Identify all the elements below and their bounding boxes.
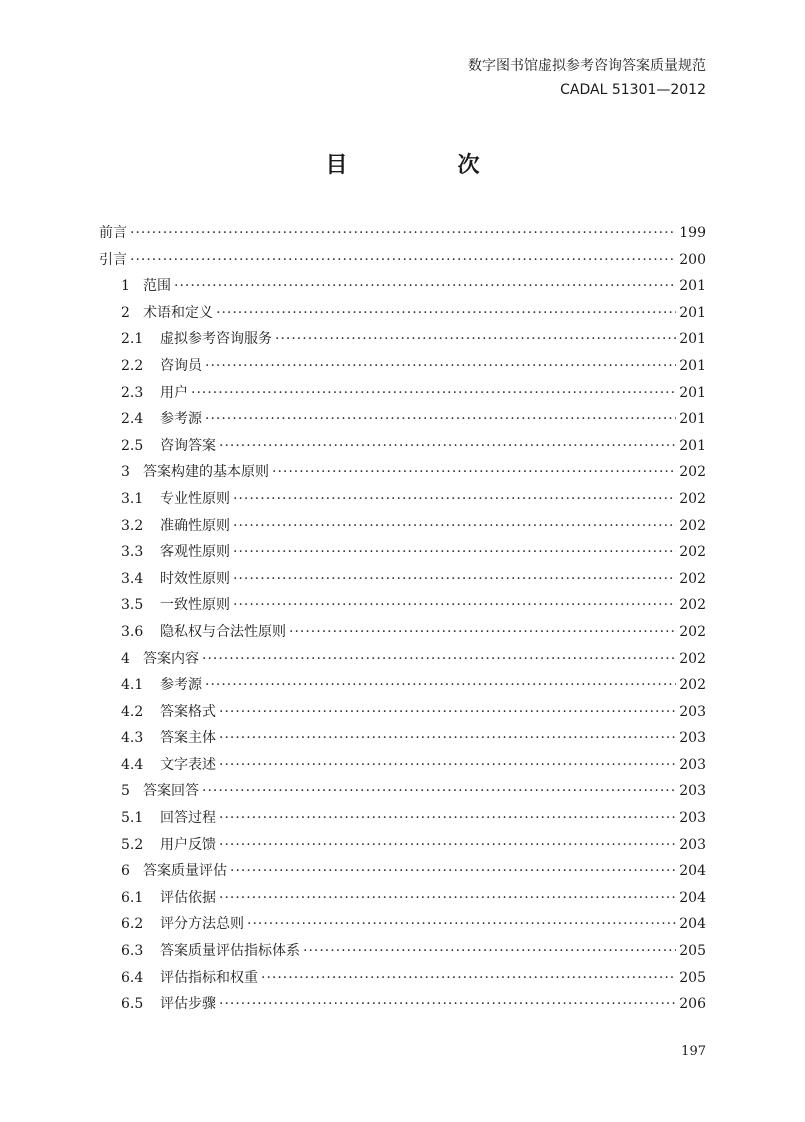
toc-entry-number: 5.2 <box>121 836 144 853</box>
toc-entry-page: 204 <box>679 863 706 880</box>
toc-entry-number: 2.1 <box>121 331 144 348</box>
toc-entry-number: 6.2 <box>121 916 144 933</box>
toc-entry-number: 2.5 <box>121 437 144 454</box>
toc-entry-page: 202 <box>679 570 706 587</box>
toc-leader-dots <box>233 539 676 566</box>
toc-leader-dots <box>130 220 676 247</box>
toc-entry-label: 参考源 <box>160 411 202 428</box>
toc-entry[interactable] <box>99 911 706 938</box>
document-code: CADAL 51301—2012 <box>560 82 706 98</box>
toc-leader-dots <box>233 513 676 540</box>
toc-entry-number: 6.1 <box>121 889 144 906</box>
toc-entry-label: 前言 <box>99 225 127 241</box>
toc-entry[interactable] <box>99 353 706 380</box>
toc-leader-dots <box>219 433 676 460</box>
toc-leader-dots <box>219 991 676 1018</box>
toc-entry[interactable] <box>99 991 706 1018</box>
toc-entry-page: 202 <box>679 517 706 534</box>
toc-leader-dots <box>216 300 676 327</box>
toc-leader-dots <box>219 752 676 779</box>
toc-entry-label: 文字表述 <box>160 756 216 773</box>
toc-entry-label: 回答过程 <box>160 810 216 827</box>
toc-entry[interactable] <box>99 486 706 513</box>
toc-entry-page: 203 <box>679 730 706 747</box>
toc-entry[interactable] <box>99 406 706 433</box>
toc-entry-number: 6.5 <box>121 996 144 1013</box>
toc-entry[interactable] <box>99 247 706 274</box>
toc-entry-number: 3 <box>121 464 130 481</box>
toc-entry[interactable] <box>99 699 706 726</box>
toc-entry-number: 3.6 <box>121 623 144 640</box>
toc-entry-number: 6.3 <box>121 943 144 960</box>
toc-entry[interactable] <box>99 459 706 486</box>
toc-entry[interactable] <box>99 513 706 540</box>
toc-leader-dots <box>289 619 676 646</box>
page-title: 目 次 <box>325 153 524 178</box>
toc-entry-page: 201 <box>679 411 706 428</box>
toc-entry-page: 201 <box>679 437 706 454</box>
toc-entry-label: 评分方法总则 <box>160 916 244 933</box>
toc-entry-label: 答案质量评估指标体系 <box>160 943 300 960</box>
toc-entry[interactable] <box>99 539 706 566</box>
toc-leader-dots <box>219 805 676 832</box>
toc-entry-label: 咨询员 <box>160 357 202 374</box>
toc-entry-label: 答案主体 <box>160 730 216 747</box>
toc-entry-label: 答案格式 <box>160 703 216 720</box>
toc-entry-label: 时效性原则 <box>160 570 230 587</box>
toc-leader-dots <box>303 938 676 965</box>
toc-leader-dots <box>202 646 676 673</box>
toc-entry-page: 202 <box>679 464 706 481</box>
toc-entry-label: 用户反馈 <box>160 836 216 853</box>
toc-entry-label: 参考源 <box>160 677 202 694</box>
toc-entry-page: 201 <box>679 304 706 321</box>
toc-entry-page: 202 <box>679 597 706 614</box>
toc-entry-page: 203 <box>679 810 706 827</box>
toc-entry-page: 202 <box>679 490 706 507</box>
toc-leader-dots <box>130 247 676 274</box>
toc-entry[interactable] <box>99 433 706 460</box>
toc-entry[interactable] <box>99 965 706 992</box>
toc-entry-page: 204 <box>679 916 706 933</box>
toc-entry-page: 204 <box>679 889 706 906</box>
toc-entry-number: 4.4 <box>121 756 144 773</box>
toc-entry[interactable] <box>99 938 706 965</box>
document-title: 数字图书馆虚拟参考咨询答案质量规范 <box>468 58 706 74</box>
toc-entry[interactable] <box>99 326 706 353</box>
toc-entry-label: 评估步骤 <box>160 996 216 1013</box>
toc-entry-number: 4.1 <box>121 677 144 694</box>
toc-entry-number: 2 <box>121 304 130 321</box>
toc-entry-number: 5 <box>121 783 130 800</box>
toc-entry-number: 2.4 <box>121 411 144 428</box>
toc-entry-label: 范围 <box>143 278 171 295</box>
toc-entry-number: 4 <box>121 650 130 667</box>
toc-entry[interactable] <box>99 805 706 832</box>
toc-leader-dots <box>233 486 676 513</box>
toc-entry-page: 205 <box>679 943 706 960</box>
toc-entry-label: 一致性原则 <box>160 597 230 614</box>
toc-entry-label: 专业性原则 <box>160 490 230 507</box>
toc-entry-page: 199 <box>679 225 706 241</box>
toc-entry-label: 客观性原则 <box>160 544 230 561</box>
toc-entry[interactable] <box>99 566 706 593</box>
toc-entry-page: 202 <box>679 544 706 561</box>
toc-entry-page: 200 <box>679 251 706 268</box>
toc-entry-number: 4.3 <box>121 730 144 747</box>
toc-entry-label: 咨询答案 <box>160 437 216 454</box>
table-of-contents <box>99 220 706 1018</box>
toc-entry-number: 6.4 <box>121 969 144 986</box>
toc-entry[interactable] <box>99 592 706 619</box>
toc-entry[interactable] <box>99 885 706 912</box>
toc-entry[interactable] <box>99 858 706 885</box>
toc-leader-dots <box>233 592 676 619</box>
toc-leader-dots <box>191 380 676 407</box>
toc-entry-page: 203 <box>679 836 706 853</box>
toc-entry-page: 201 <box>679 278 706 295</box>
toc-entry-label: 答案回答 <box>143 783 199 800</box>
toc-entry-number: 3.4 <box>121 570 144 587</box>
toc-entry-page: 202 <box>679 650 706 667</box>
toc-entry-page: 202 <box>679 677 706 694</box>
toc-entry-page: 205 <box>679 969 706 986</box>
toc-entry-page: 203 <box>679 783 706 800</box>
toc-leader-dots <box>219 725 676 752</box>
toc-entry[interactable] <box>99 778 706 805</box>
toc-entry-label: 答案构建的基本原则 <box>143 464 269 481</box>
toc-entry-label: 准确性原则 <box>160 517 230 534</box>
toc-entry-number: 3.5 <box>121 597 144 614</box>
toc-entry[interactable] <box>99 672 706 699</box>
toc-leader-dots <box>219 699 676 726</box>
toc-entry-label: 答案内容 <box>143 650 199 667</box>
toc-leader-dots <box>272 459 676 486</box>
toc-entry[interactable] <box>99 380 706 407</box>
toc-entry-page: 206 <box>679 996 706 1013</box>
toc-leader-dots <box>205 406 676 433</box>
toc-entry-label: 引言 <box>99 251 127 268</box>
page-number: 197 <box>681 1044 706 1059</box>
toc-entry[interactable] <box>99 725 706 752</box>
toc-entry[interactable] <box>99 832 706 859</box>
toc-entry-page: 202 <box>679 623 706 640</box>
toc-entry-number: 1 <box>121 278 130 295</box>
toc-entry-label: 隐私权与合法性原则 <box>160 623 286 640</box>
toc-entry-label: 评估指标和权重 <box>160 969 258 986</box>
toc-entry-label: 用户 <box>160 384 188 401</box>
toc-leader-dots <box>205 672 676 699</box>
toc-entry-number: 3.2 <box>121 517 144 534</box>
toc-entry[interactable] <box>99 273 706 300</box>
toc-entry-number: 6 <box>121 863 130 880</box>
toc-entry-page: 201 <box>679 357 706 374</box>
toc-leader-dots <box>275 326 676 353</box>
toc-entry[interactable] <box>99 752 706 779</box>
toc-entry-label: 虚拟参考咨询服务 <box>160 331 272 348</box>
toc-leader-dots <box>230 858 676 885</box>
toc-entry-page: 203 <box>679 756 706 773</box>
toc-entry-page: 201 <box>679 384 706 401</box>
toc-entry[interactable] <box>99 619 706 646</box>
toc-entry-number: 2.3 <box>121 384 144 401</box>
toc-leader-dots <box>247 911 676 938</box>
toc-leader-dots <box>261 965 676 992</box>
toc-leader-dots <box>174 273 676 300</box>
toc-entry[interactable] <box>99 220 706 247</box>
toc-leader-dots <box>202 778 676 805</box>
toc-entry-page: 201 <box>679 331 706 348</box>
toc-leader-dots <box>233 566 676 593</box>
toc-entry[interactable] <box>99 646 706 673</box>
toc-leader-dots <box>219 832 676 859</box>
toc-entry-number: 3.3 <box>121 544 144 561</box>
toc-entry-label: 答案质量评估 <box>143 863 227 880</box>
toc-entry-label: 术语和定义 <box>143 304 213 321</box>
toc-leader-dots <box>205 353 676 380</box>
toc-entry-page: 203 <box>679 703 706 720</box>
toc-entry-number: 5.1 <box>121 810 144 827</box>
toc-entry-number: 2.2 <box>121 357 144 374</box>
toc-entry[interactable] <box>99 300 706 327</box>
toc-entry-label: 评估依据 <box>160 889 216 906</box>
toc-leader-dots <box>219 885 676 912</box>
toc-entry-number: 4.2 <box>121 703 144 720</box>
toc-entry-number: 3.1 <box>121 490 144 507</box>
running-header <box>468 54 706 102</box>
